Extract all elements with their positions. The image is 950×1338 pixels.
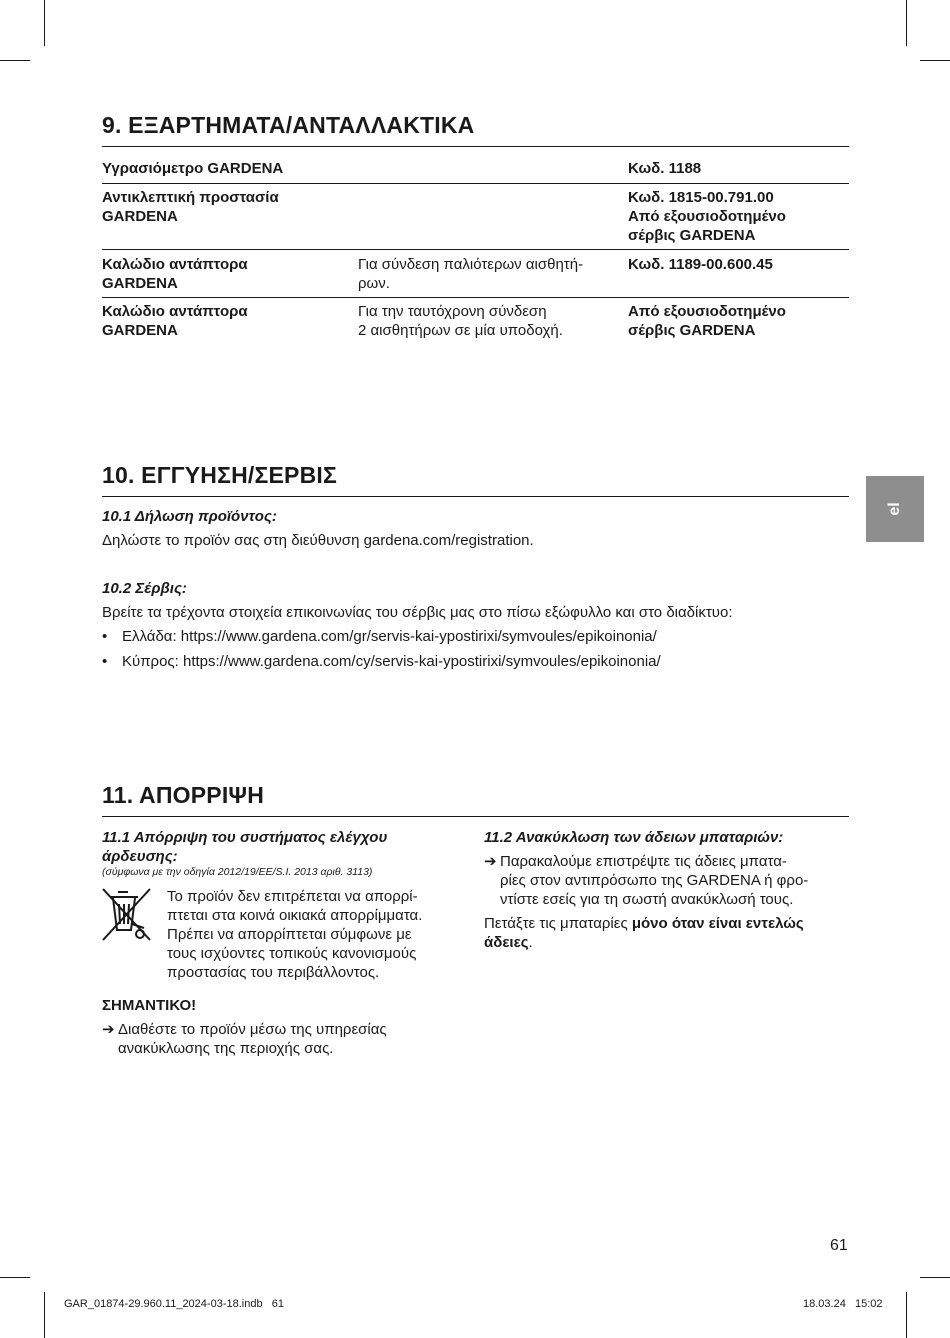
crop-mark [44, 1292, 45, 1338]
section-10-heading: 10. ΕΓΓΥΗΣΗ/ΣΕΡΒΙΣ [102, 462, 337, 488]
footer-timestamp: 18.03.24 15:02 [803, 1298, 883, 1310]
accessory-code: Κωδ. 1815-00.791.00 Από εξουσιοδοτημένο σέρβις GARDENA [628, 189, 786, 244]
divider [102, 496, 849, 497]
divider [102, 249, 849, 250]
registration-text: Δηλώστε το προϊόν σας στη διεύθυνση gardena.com/registration. [102, 532, 534, 549]
directive-note: (σύμφωνα με την οδηγία 2012/19/ΕΕ/S.I. 2013 αριθ. 3113) [102, 866, 373, 878]
divider [102, 183, 849, 184]
subsection-heading: 11.2 Ανακύκλωση των άδειων μπαταριών: [484, 829, 784, 846]
accessory-name: Καλώδιο αντάπτορα GARDENA [102, 256, 248, 292]
language-tab-label: el [886, 502, 903, 516]
service-link-greece[interactable]: Ελλάδα: https://www.gardena.com/gr/servis-kai-ypostirixi/symvoules/epikoinonia/ [122, 628, 657, 645]
list-item [102, 627, 657, 646]
bullet: • [102, 628, 108, 645]
accessory-description: Για σύνδεση παλιότερων αισθητή- ρων. [358, 256, 584, 292]
subsection-heading: 10.2 Σέρβις: [102, 580, 187, 597]
list-item [102, 652, 661, 671]
section-9-heading: 9. ΕΞΑΡΤΗΜΑΤΑ/ΑΝΤΑΛΛΑΚΤΙΚΑ [102, 112, 475, 138]
accessory-code: Από εξουσιοδοτημένο σέρβις GARDENA [628, 303, 786, 339]
crop-mark [44, 0, 45, 46]
action-item: ➔ Παρακαλούμε επιστρέψτε τις άδειες μπατα- ρίες στον αντιπρόσωπο της GARDENA ή φρο- ντίστε εσείς για τη σωστή ανακύκλωσή τους. [484, 853, 809, 908]
bullet: • [102, 653, 108, 670]
weee-crossed-bin-icon [100, 886, 154, 944]
disposal-text: Το προϊόν δεν επιτρέπεται να απορρί- πτεται στα κοινά οικιακά απορρίμματα. Πρέπει να απορρίπτεται σύμφωνε με τους ισχύοντες τοπικούς κανονισμούς προστασίας του περιβάλλοντος. [167, 888, 423, 981]
battery-text: Πετάξτε τις μπαταρίες μόνο όταν είναι εντελώς άδειες. [484, 915, 804, 951]
divider [102, 297, 849, 298]
important-label: ΣΗΜΑΝΤΙΚΟ! [102, 997, 197, 1014]
divider [102, 146, 849, 147]
accessory-name: Υγρασιόμετρο GARDENA [102, 160, 284, 177]
crop-mark [906, 1292, 907, 1338]
arrow-icon: ➔ [102, 1021, 115, 1038]
footer-file-info: GAR_01874-29.960.11_2024-03-18.indb 61 [64, 1298, 284, 1310]
subsection-heading: 11.1 Απόρριψη του συστήματος ελέγχου άρδευσης: [102, 829, 388, 865]
action-item: ➔ Διαθέστε το προϊόν μέσω της υπηρεσίας ανακύκλωσης της περιοχής σας. [102, 1021, 387, 1057]
language-tab [866, 476, 924, 542]
crop-mark [0, 60, 30, 61]
arrow-icon: ➔ [484, 853, 497, 870]
crop-mark [920, 1277, 950, 1278]
subsection-heading: 10.1 Δήλωση προϊόντος: [102, 508, 277, 525]
page-number: 61 [830, 1237, 848, 1254]
accessory-description: Για την ταυτόχρονη σύνδεση 2 αισθητήρων σε μία υποδοχή. [358, 303, 563, 339]
service-text: Βρείτε τα τρέχοντα στοιχεία επικοινωνίας του σέρβις μας στο πίσω εξώφυλλο και στο διαδίκτυο: [102, 604, 733, 621]
service-link-cyprus[interactable]: Κύπρος: https://www.gardena.com/cy/servis-kai-ypostirixi/symvoules/epikoinonia/ [122, 653, 661, 670]
crop-mark [0, 1277, 30, 1278]
crop-mark [906, 0, 907, 46]
accessory-code: Κωδ. 1188 [628, 160, 702, 177]
accessory-name: Αντικλεπτική προστασία GARDENA [102, 189, 279, 225]
accessory-name: Καλώδιο αντάπτορα GARDENA [102, 303, 248, 339]
divider [102, 816, 849, 817]
crop-mark [920, 60, 950, 61]
accessory-code: Κωδ. 1189-00.600.45 [628, 256, 773, 273]
section-11-heading: 11. ΑΠΟΡΡΙΨΗ [102, 782, 265, 808]
